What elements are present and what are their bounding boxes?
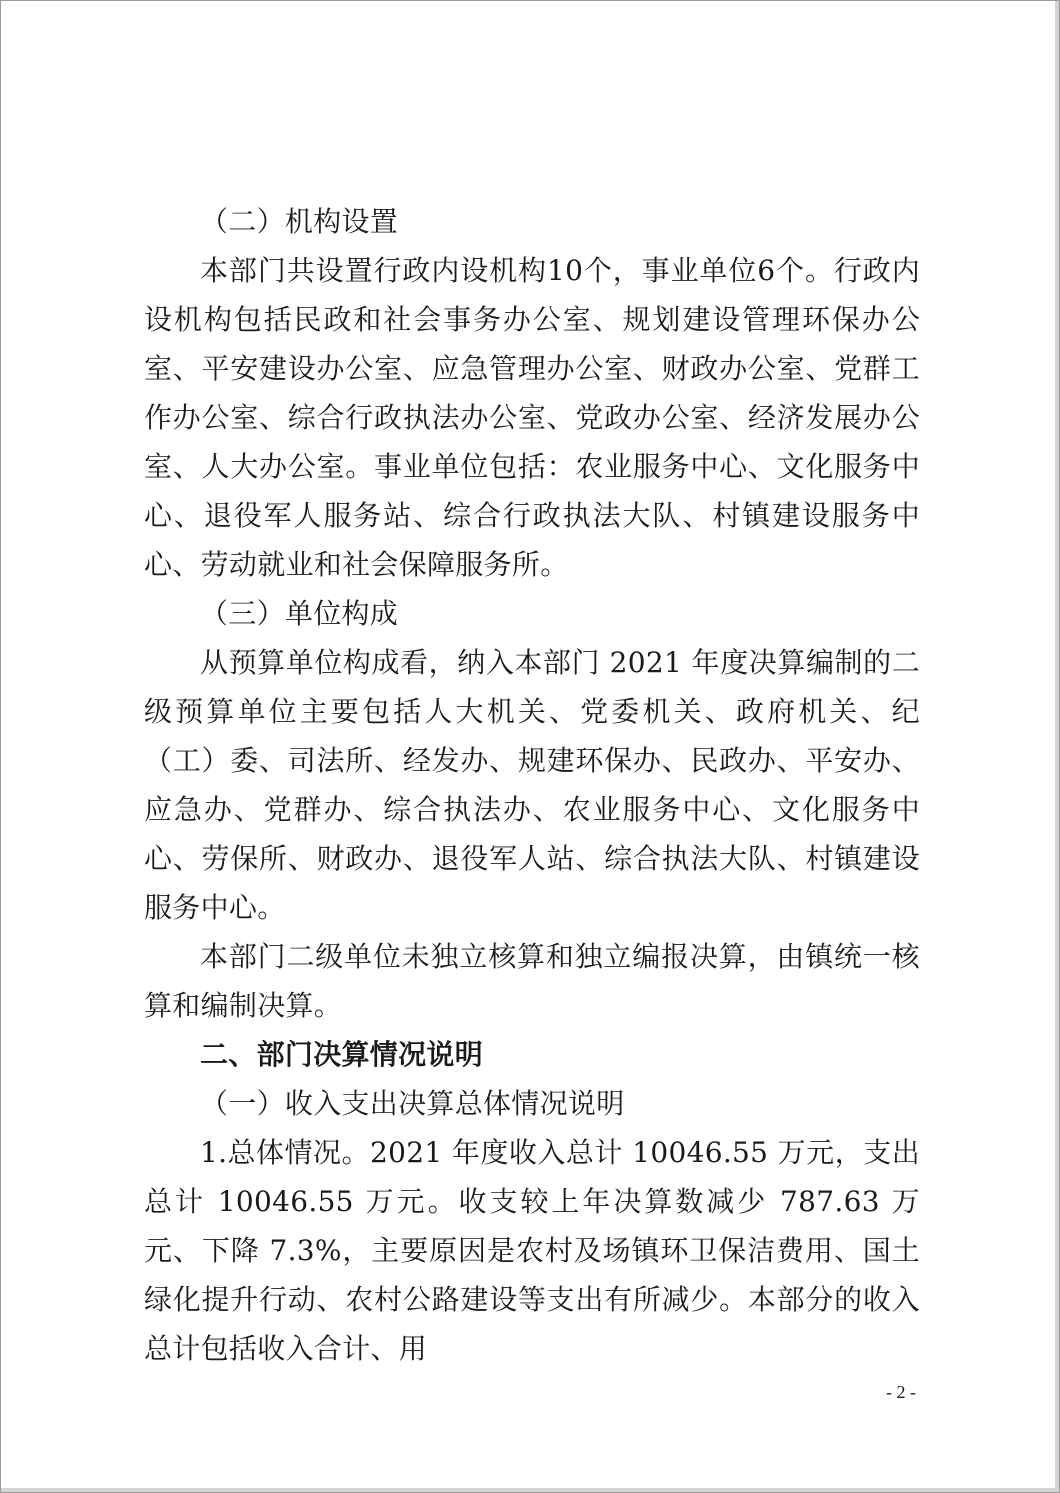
income-expense-paragraph: 1.总体情况。2021 年度收入总计 10046.55 万元，支出总计 10046.55 万元。收支较上年决算数减少 787.63 万元、下降 7.3%，主要原因是农村及场镇环卫保洁费用、国土绿化提升行动、农村公路建设等支出有所减少。本部分的收入总计包括收入合计、用 [144,1136,920,1365]
org-setup-paragraph: 本部门共设置行政内设机构10个，事业单位6个。行政内设机构包括民政和社会事务办公室、规划建设管理环保办公室、平安建设办公室、应急管理办公室、财政办公室、党群工作办公室、综合行政执法办公室、党政办公室、经济发展办公室、人大办公室。事业单位包括：农业服务中心、文化服务中心、退役军人服务站、综合行政执法大队、村镇建设服务中心、劳动就业和社会保障服务所。 [144,254,920,581]
page-number: - 2 - [886,1382,916,1402]
unit-composition-paragraph-1: 从预算单位构成看，纳入本部门 2021 年度决算编制的二级预算单位主要包括人大机关、党委机关、政府机关、纪（工）委、司法所、经发办、规建环保办、民政办、平安办、应急办、党群办、综合执法办、农业服务中心、文化服务中心、劳保所、财政办、退役军人站、综合执法大队、村镇建设服务中心。 [144,646,920,924]
document-body [144,197,920,1373]
budget-section-heading: 二、部门决算情况说明 [200,1038,484,1071]
org-setup-heading: （二）机构设置 [200,205,399,238]
unit-composition-heading: （三）单位构成 [200,597,399,630]
income-expense-heading: （一）收入支出决算总体情况说明 [200,1087,625,1120]
unit-composition-paragraph-2: 本部门二级单位未独立核算和独立编报决算，由镇统一核算和编制决算。 [144,940,920,1022]
